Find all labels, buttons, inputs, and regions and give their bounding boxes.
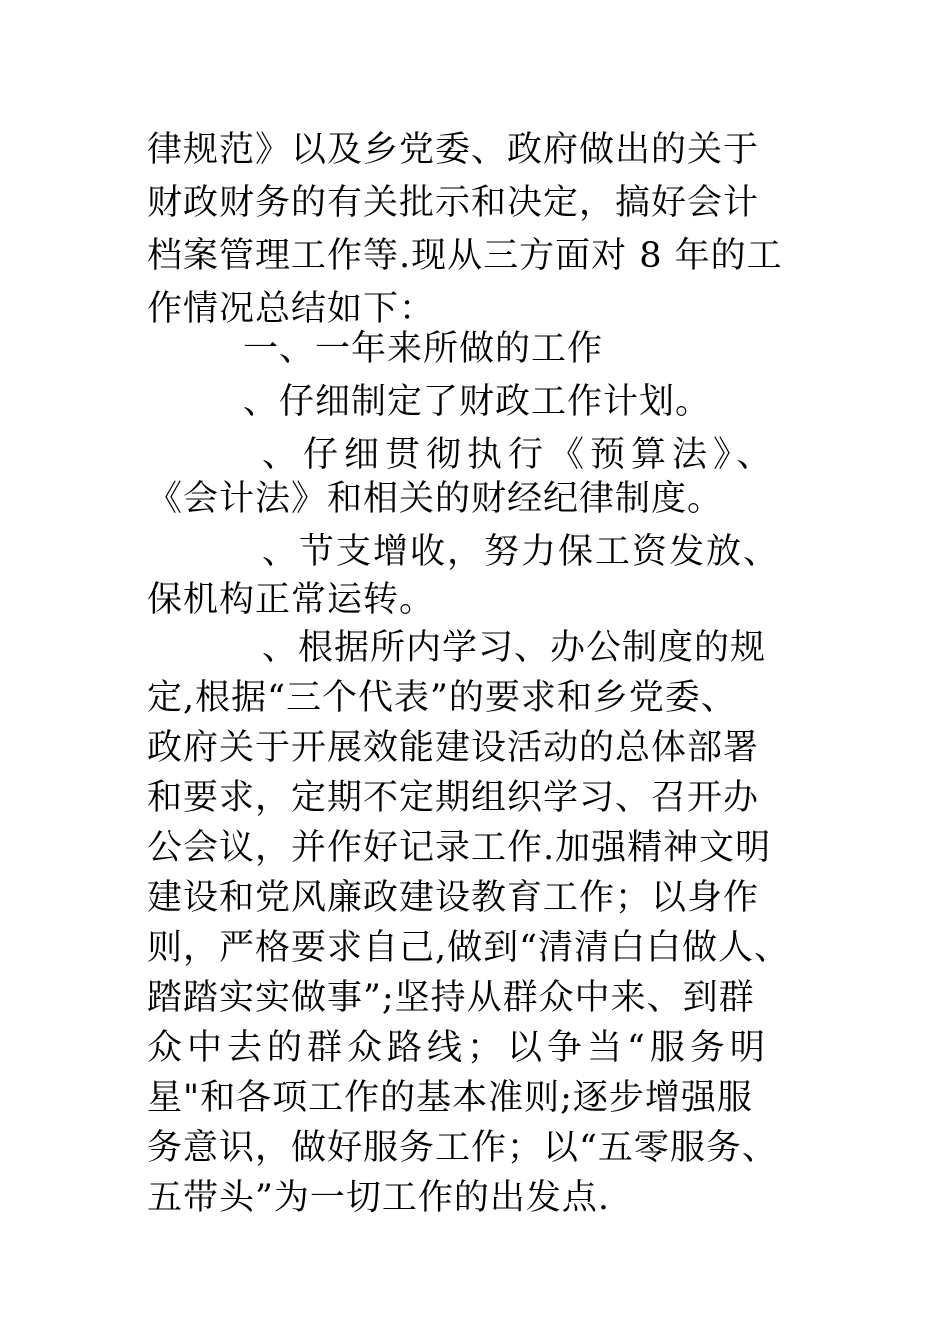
- text-line: 财政财务的有关批示和决定，搞好会计: [147, 183, 760, 223]
- section-heading: 一、一年来所做的工作: [243, 329, 604, 369]
- text-line: 律规范》以及乡党委、政府做出的关于: [147, 130, 760, 170]
- text-line: 定,根据“三个代表”的要求和乡党委、: [147, 678, 737, 718]
- text-line: 保机构正常运转。: [147, 580, 436, 620]
- text-line: 踏踏实实做事”;坚持从群众中来、到群: [147, 978, 755, 1018]
- list-item: 、节支增收，努力保工资发放、: [262, 532, 781, 572]
- text-line: 务意识，做好服务工作；以“五零服务、: [147, 1128, 778, 1168]
- list-item: 、仔细制定了财政工作计划。: [243, 382, 712, 422]
- text-line: 政府关于开展效能建设活动的总体部署: [147, 728, 760, 768]
- text-line: 五带头”为一切工作的出发点.: [147, 1178, 611, 1218]
- list-item: 、根据所内学习、办公制度的规: [262, 628, 767, 668]
- text-line: 建设和党风廉政建设教育工作；以身作: [147, 878, 760, 918]
- text-line: 和要求，定期不定期组织学习、召开办: [147, 778, 760, 818]
- text-line: 众中去的群众路线；以争当“服务明: [147, 1028, 770, 1068]
- text-line: 《会计法》和相关的财经纪律制度。: [147, 479, 724, 519]
- text-line: 档案管理工作等.现从三方面对 8 年的工: [147, 236, 783, 276]
- list-item: 、仔细贯彻执行《预算法》、: [262, 435, 778, 475]
- text-line: 作情况总结如下：: [147, 289, 436, 329]
- text-line: 则，严格要求自己,做到“清清白白做人、: [147, 928, 791, 968]
- text-line: 星"和各项工作的基本准则;逐步增强服: [147, 1078, 753, 1118]
- text-line: 公会议，并作好记录工作.加强精神文明: [147, 828, 772, 868]
